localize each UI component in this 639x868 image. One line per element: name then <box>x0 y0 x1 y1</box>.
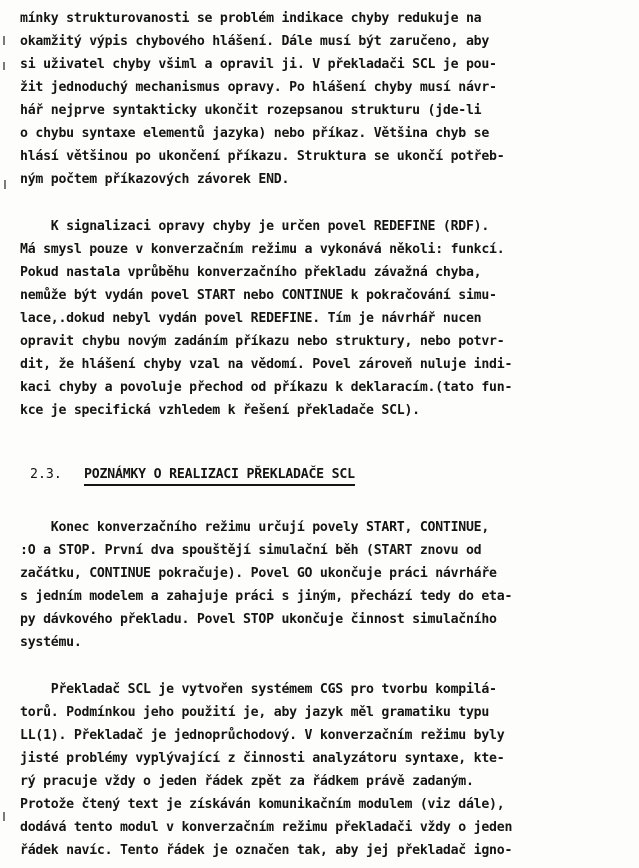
text-line: okamžitý výpis chybového hlášení. Dále musí být zaručeno, aby <box>20 34 490 49</box>
text-line: nemůže být vydán povel START nebo CONTINUE k pokračování simu- <box>20 288 497 303</box>
text-line: žit jednoduchý mechanismus opravy. Po hlášení chyby musí návr- <box>20 80 497 95</box>
text-line: :O a STOP. První dva spouštějí simulační běh (START znovu od <box>20 543 482 558</box>
text-line: dodává tento modul v konverzačním režimu překladači vždy o jeden <box>20 820 513 835</box>
text-line: Konec konverzačního režimu určují povely START, CONTINUE, <box>20 520 490 535</box>
scan-margin-mark <box>4 180 6 189</box>
text-line: dit, že hlášení chyby vzal na vědomí. Povel zároveň nuluje indi- <box>20 357 513 372</box>
text-line: kce je specifická vzhledem k řešení překladače SCL). <box>20 403 420 418</box>
section-number: 2.3. <box>30 467 62 482</box>
scan-margin-mark <box>3 36 5 45</box>
text-line: jisté problémy vyplývající z činnosti analyzátoru syntaxe, kte- <box>20 751 505 766</box>
text-line: Překladač SCL je vytvořen systémem CGS pro tvorbu kompilá- <box>20 682 497 697</box>
text-line: začátku, CONTINUE pokračuje). Povel GO ukončuje práci návrháře <box>20 566 497 581</box>
text-line: mínky strukturovanosti se problém indikace chyby redukuje na <box>20 11 482 26</box>
text-line: Protože čtený text je získáván komunikačním modulem (viz dále), <box>20 797 505 812</box>
text-line: rý pracuje vždy o jeden řádek zpět za řádkem právě zadaným. <box>20 774 474 789</box>
text-line: s jedním modelem a zahajuje práci s jiným, přechází tedy do eta- <box>20 589 513 604</box>
text-line: LL(1). Překladač je jednoprůchodový. V konverzačním režimu byly <box>20 728 505 743</box>
text-line: kaci chyby a povoluje přechod od příkazu k deklaracím.(tato fun- <box>20 380 513 395</box>
text-line: lace,.dokud nebyl vydán povel REDEFINE. Tím je návrhář nucen <box>20 311 482 326</box>
text-line: hář nejprve syntakticky ukončit rozepsanou strukturu (jde-li <box>20 103 482 118</box>
text-line: si uživatel chyby všiml a opravil ji. V překladači SCL je pou- <box>20 57 497 72</box>
text-line: py dávkového překladu. Povel STOP ukončuje činnost simulačního <box>20 612 497 627</box>
text-line: systému. <box>20 635 82 650</box>
text-line: řádek navíc. Tento řádek je označen tak, aby jej překladač igno- <box>20 843 513 858</box>
text-line: torů. Podmínkou jeho použití je, aby jazyk měl gramatiku typu <box>20 705 490 720</box>
text-line: opravit chybu novým zadáním příkazu nebo struktury, nebo potvr- <box>20 334 505 349</box>
text-line: o chybu syntaxe elementů jazyka) nebo příkaz. Většina chyb se <box>20 126 490 141</box>
scan-margin-mark <box>3 812 5 821</box>
scan-margin-mark <box>3 62 5 70</box>
text-line: Má smysl pouze v konverzačním režimu a vykonává několi: funkcí. <box>20 242 505 257</box>
text-line: Pokud nastala vprůběhu konverzačního překladu závažná chyba, <box>20 265 482 280</box>
text-line: hlásí většinou po ukončení příkazu. Struktura se ukončí potřeb- <box>20 149 505 164</box>
text-line: K signalizaci opravy chyby je určen povel REDEFINE (RDF). <box>20 219 490 234</box>
text-line: ným počtem příkazových závorek END. <box>20 172 290 187</box>
section-title: POZNÁMKY O REALIZACI PŘEKLADAČE SCL <box>84 467 355 482</box>
